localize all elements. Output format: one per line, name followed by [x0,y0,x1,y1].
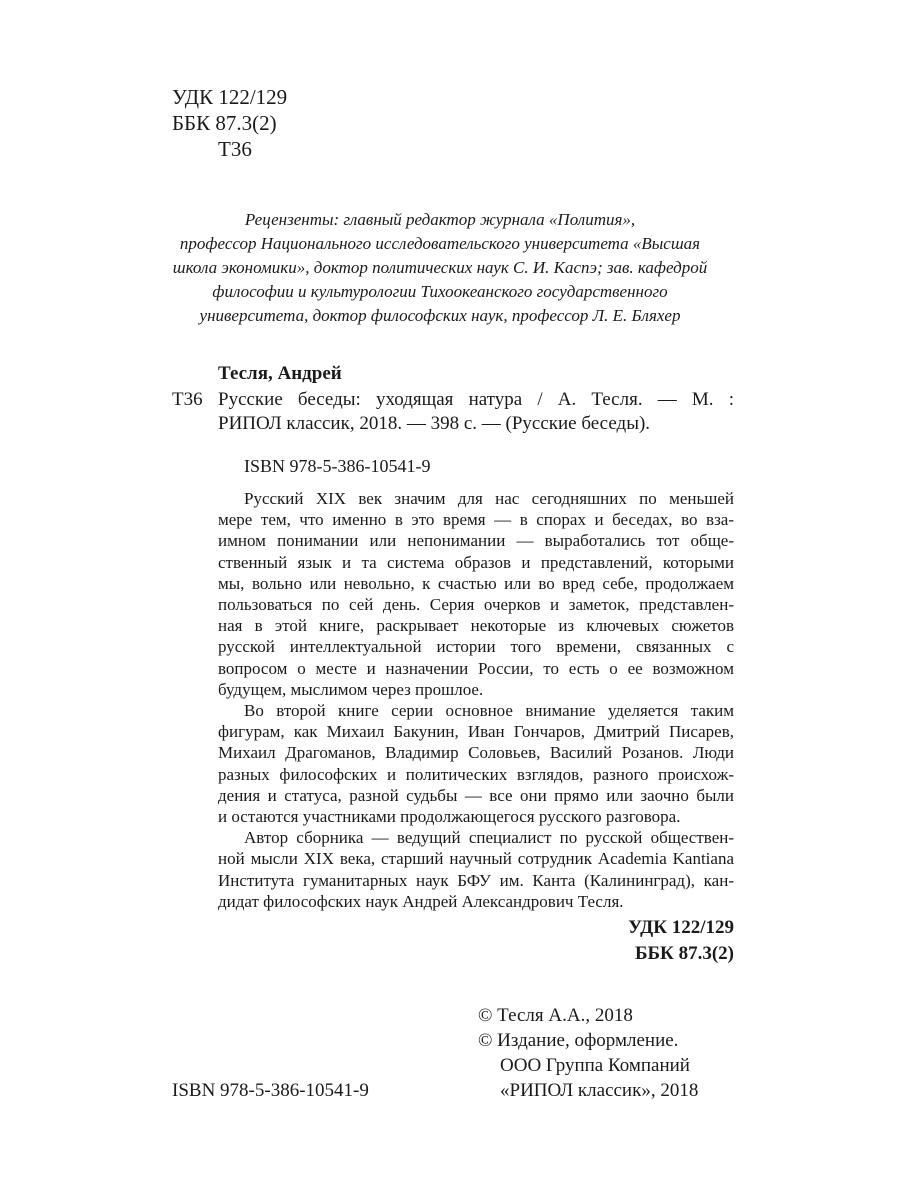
reviewers-line: философии и культурологии Тихоокеанского государственного [212,282,668,301]
bbk-footer: ББК 87.3(2) [634,943,734,964]
catalog-description [218,388,734,436]
copyright-line: © Издание, оформление. [478,1030,679,1051]
annotation-line: пользоваться по сей день. Серия очерков и заметок, представлен- [218,595,734,615]
catalog-author-mark: Т36 [172,389,203,410]
annotation-line: разных философских и политических взглядов, разного происхож- [218,764,734,784]
catalog-description-line: РИПОЛ классик, 2018. — 398 с. — (Русские беседы). [218,413,651,434]
catalog-isbn: ISBN 978-5-386-10541-9 [244,456,431,476]
annotation-line: фигурам, как Михаил Бакунин, Иван Гончаров, Дмитрий Писарев, [218,722,734,742]
annotation-line: Русский XIX век значим для нас сегодняшних по меньшей [244,489,734,508]
annotation-line: будущем, мыслимом через прошлое. [218,679,484,699]
annotation-line: ная в этой книге, раскрывает некоторые из ключевых сюжетов [218,616,734,636]
isbn-footer: ISBN 978-5-386-10541-9 [172,1080,369,1101]
annotation-line: и остаются участниками продолжающегося русского разговора. [218,807,681,827]
annotation-line: русской интеллектуальной истории того времени, связанных с [218,637,734,657]
annotation-text [218,488,734,912]
reviewers-line: Рецензенты: главный редактор журнала «Полития», [244,210,636,229]
copyright-line: «РИПОЛ классик», 2018 [500,1080,699,1101]
copyright-line: ООО Группа Компаний [500,1055,690,1076]
udk-footer: УДК 122/129 [628,917,734,938]
annotation-line: имном понимании или непонимании — выработались тот обще- [218,531,734,551]
annotation-line: мере тем, что именно в это время — в спорах и беседах, во вза- [218,510,734,530]
udk-header: УДК 122/129 [172,85,288,109]
annotation-line: дения и статуса, разной судьбы — все они прямо или заочно были [218,785,734,805]
annotation-line: мы, вольно или невольно, к счастью или во вред себе, продолжаем [218,573,734,593]
annotation-line: вопросом о месте и назначении России, то есть о ее возможном [218,658,734,678]
reviewers-line: университета, доктор философских наук, профессор Л. Е. Бляхер [199,306,681,325]
catalog-author: Тесля, Андрей [218,363,342,384]
annotation-line: Во второй книге серии основное внимание уделяется таким [244,701,734,721]
annotation-line: ной мысли XIX века, старший научный сотрудник Academia Kantiana [218,849,734,869]
reviewers-line: профессор Национального исследовательского университета «Высшая [179,234,701,253]
catalog-description-line: Русские беседы: уходящая натура / А. Тесля. — М. : [218,389,734,410]
reviewers-line: школа экономики», доктор политических наук С. И. Каспэ; зав. кафедрой [172,258,708,277]
author-mark-header: Т36 [218,137,252,161]
annotation-line: ственный язык и та система образов и представлений, которыми [218,552,734,572]
copyright-block [478,1003,738,1103]
annotation-line: Автор сборника — ведущий специалист по русской обществен- [244,828,734,848]
annotation-line: Михаил Драгоманов, Владимир Соловьев, Василий Розанов. Люди [218,743,734,763]
bbk-header: ББК 87.3(2) [172,111,277,135]
annotation-line: Института гуманитарных наук БФУ им. Канта (Калининград), кан- [218,870,734,890]
annotation-line: дидат философских наук Андрей Александрович Тесля. [218,891,624,911]
copyright-line: © Тесля А.А., 2018 [478,1005,633,1026]
reviewers-block [150,208,730,328]
